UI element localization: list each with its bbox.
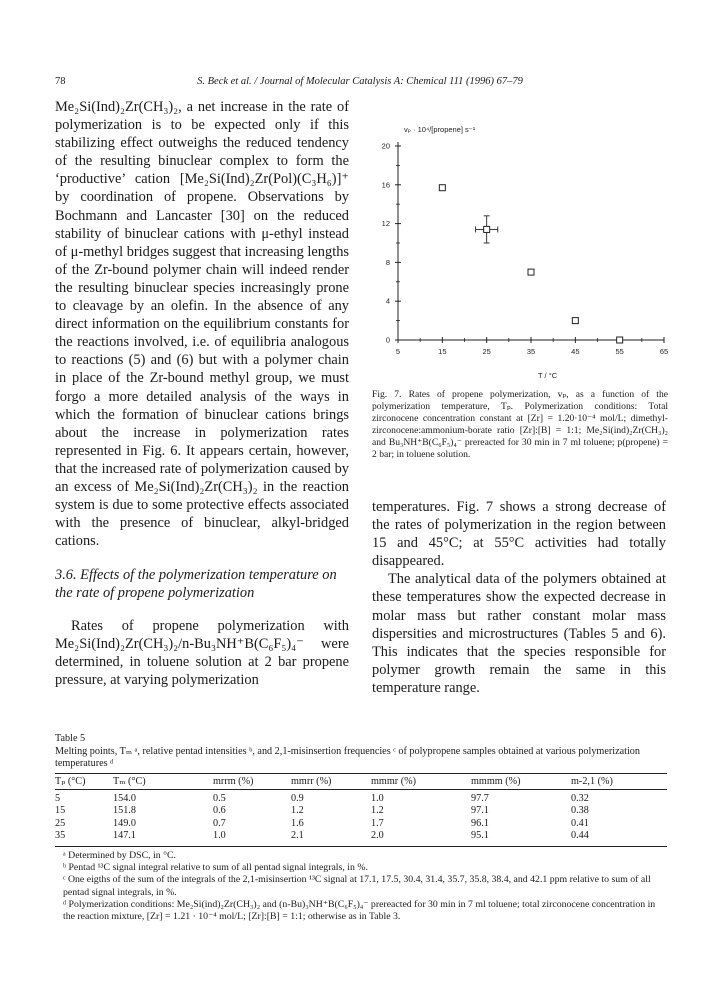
footnote-a: ᵃ Determined by DSC, in °C. (63, 850, 176, 861)
table-header-cell: mmmm (%) (471, 774, 571, 790)
table-header-cell: mrrm (%) (213, 774, 291, 790)
right-column (372, 498, 666, 697)
table-cell: 1.0 (213, 830, 291, 846)
table-title: Table 5 (55, 733, 86, 744)
x-tick-label: 35 (526, 347, 536, 356)
table-row (55, 805, 667, 817)
page-number: 78 (55, 76, 66, 87)
right-paragraph-1: temperatures. Fig. 7 shows a strong decrease of the rates of polymerization in the region between 15 and 45°C; at 55°C activities had totally disappeared. (372, 499, 666, 570)
table-header-cell: m-2,1 (%) (571, 774, 667, 790)
data-point (572, 318, 578, 324)
table-cell: 0.38 (571, 805, 589, 817)
figure-caption: Fig. 7. Rates of propene polymerization, vₚ, as a function of the polymerization temperature, Tₚ. Polymerization conditions: Total zirconocene concentration constant at [Zr] = 1.20·10⁻⁴ mol/L; dimethyl-zirconocene:ammonium-borate ratio [Zr]:[B] = 1:1; Me₂Si(ind)₂Zr(CH₃)₂ and Bu₃NH⁺B(C₆F₅)₄⁻ prereacted for 30 min in 7 ml toluene; p(propene) = 2 bar; in toluene solution. (372, 389, 668, 460)
table-5 (55, 773, 667, 847)
table-footnotes (55, 850, 667, 923)
y-tick-label: 0 (385, 335, 390, 345)
table-cell: 0.32 (571, 793, 589, 804)
chart-svg (350, 98, 690, 398)
table-cell: 97.7 (471, 793, 489, 804)
table-cell: 96.1 (471, 817, 489, 829)
table-header-cell: Tₚ (°C) (55, 774, 113, 790)
data-point (528, 269, 534, 275)
x-tick-label: 45 (571, 347, 580, 356)
left-column (55, 98, 349, 689)
table-header-row (55, 774, 667, 790)
left-paragraph-1: Me₂Si(Ind)₂Zr(CH₃)₂, a net increase in the rate of polymerization is to be expected only if this stabilizing effect outweighs the reduced tendency of the resulting binuclear complex to form the ‘productive’ cation [Me₂Si(Ind)₂Zr(Pol)(C₃H₆)]⁺ by coordination of propene. Observations by Bochmann and Lancaster [30] on the reduced stability of binuclear cations with μ-ethyl instead of μ-methyl bridges suggest that increasing lengths of the Zr-bound polymer chain will indeed render the resulting binuclear species increasingly prone to cleavage by an olefin. In the absence of any direct information on the equilibrium constants for the reactions involved, i.e. of equilibria analogous to reactions (5) and (6) but with a polymer chain in place of the Zr-bound methyl group, we must forgo a more detailed analysis of the ways in which the formation of binuclear cations brings about the increase in polymerization rates represented in Fig. 6. It appears certain, however, that the increased rate of polymerization caused by an excess of Me₂Si(Ind)₂Zr(CH₃)₂ in the reaction system is due to some protective effects associated with the presence of binuclear, alkyl-bridged cations. (55, 99, 349, 550)
table-cell: 149.0 (113, 817, 136, 829)
table-cell: 2.0 (371, 830, 471, 846)
table-cell: 151.8 (113, 805, 136, 817)
table-cell: 154.0 (113, 793, 136, 804)
y-tick-label: 4 (385, 296, 390, 306)
table-cell: 0.6 (213, 805, 226, 817)
table-cell: 95.1 (471, 830, 571, 846)
table-cell: 35 (55, 830, 113, 846)
x-tick-label: 55 (615, 347, 624, 356)
footnote-d: ᵈ Polymerization conditions: Me₂Si(ind)₂Zr(CH₃)₂ and (n-Bu)₃NH⁺B(C₆F₅)₄⁻ prereacted for 30 min in 7 ml toluene; total zirconocene concentration in the reaction mixture, [Zr] = 1.21 · 10⁻⁴ mol/L; [Zr]:[B] = 1:1; otherwise as in Table 3. (63, 898, 656, 923)
x-tick-label: 25 (482, 347, 491, 356)
table-row (55, 818, 667, 830)
table-cell: 0.9 (291, 793, 304, 804)
table-cell: 1.6 (291, 817, 304, 829)
figure-7-chart (350, 98, 690, 398)
table-header-cell: mmmr (%) (371, 774, 471, 790)
x-tick-label: 5 (395, 347, 401, 356)
y-tick-label: 8 (385, 257, 390, 267)
table-cell: 15 (55, 805, 66, 817)
table-cell: 1.0 (371, 793, 384, 804)
table-cell: 5 (55, 793, 61, 804)
table-cell: 1.2 (371, 805, 384, 817)
section-heading: 3.6. Effects of the polymerization temperature on the rate of propene polymerization (55, 567, 337, 602)
table-row (55, 790, 667, 806)
table-header-cell: mmrr (%) (291, 774, 371, 790)
data-point (439, 185, 445, 191)
table-row (55, 830, 667, 846)
table-description: Melting points, Tₘ ᵃ, relative pentad intensities ᵇ, and 2,1-misinsertion frequencies ᶜ of polypropene samples obtained at various polymerization temperatures ᵈ (55, 746, 640, 770)
x-tick-label: 15 (438, 347, 447, 356)
x-tick-label: 65 (659, 347, 669, 356)
data-point (617, 337, 623, 343)
table-cell: 147.1 (113, 830, 213, 846)
table-cell: 1.2 (291, 805, 304, 817)
left-paragraph-2: Rates of propene polymerization with Me₂Si(Ind)₂Zr(CH₃)₂/n-Bu₃NH⁺B(C₆F₅)₄⁻ were determined, in toluene solution at 2 bar propene pressure, at varying polymerization (55, 617, 349, 688)
table-cell: 97.1 (471, 805, 489, 817)
running-head: S. Beck et al. / Journal of Molecular Catalysis A: Chemical 111 (1996) 67–79 (197, 76, 523, 87)
table-cell: 1.7 (371, 817, 384, 829)
y-tick-label: 20 (381, 141, 390, 151)
right-paragraph-2: The analytical data of the polymers obtained at these temperatures show the expected decrease in molar mass but rather constant molar mass dispersities and microstructures (Tables 5 and 6). This indicates that the species responsible for polymer growth remain the same in this temperature range. (372, 571, 666, 696)
data-point (484, 226, 490, 232)
footnote-b: ᵇ Pentad ¹³C signal integral relative to sum of all pentad signal integrals, in %. (63, 862, 368, 874)
table-cell: 0.7 (213, 817, 226, 829)
y-tick-label: 16 (381, 180, 390, 190)
y-tick-label: 12 (381, 219, 390, 229)
table-cell: 25 (55, 817, 66, 829)
table-cell: 0.44 (571, 830, 667, 846)
table-cell: 0.41 (571, 817, 589, 829)
table-header-cell: Tₘ (°C) (113, 774, 213, 790)
table-cell: 2.1 (291, 830, 371, 846)
x-axis-label: T / °C (538, 371, 558, 380)
y-axis-label: vₚ · 10⁴/[propene] s⁻¹ (404, 125, 476, 134)
table-cell: 0.5 (213, 793, 226, 804)
footnote-c: ᶜ One eigths of the sum of the integrals of the 2,1-misinsertion ¹³C signal at 17.1, 17.5, 30.4, 31.4, 35.7, 35.8, 38.4, and 42.1 ppm relative to sum of all pentad signal integrals, in %. (63, 874, 651, 898)
